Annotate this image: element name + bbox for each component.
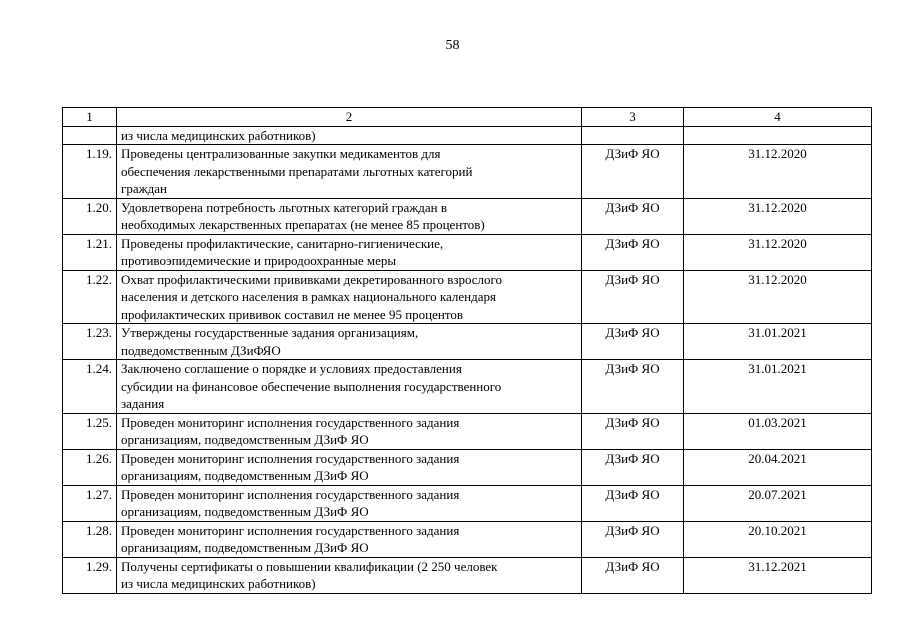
description-line: из числа медицинских работников) [121,127,316,143]
description-line: граждан [121,181,167,196]
table-header-row [63,108,872,127]
row-date: 20.04.2021 [684,449,872,485]
header-cell-2: 2 [117,108,582,127]
row-responsible: ДЗиФ ЯО [582,413,684,449]
table-row [63,234,872,270]
description-line: Охват профилактическими прививками декретированного взрослого [121,271,503,287]
row-number: 1.22. [63,270,117,324]
continuation-row [63,126,872,145]
row-date [684,126,872,145]
row-description [117,413,582,449]
row-responsible: ДЗиФ ЯО [582,198,684,234]
description-line: Проведены профилактические, санитарно-гигиенические, [121,235,444,251]
row-responsible [582,126,684,145]
table-row [63,557,872,593]
description-line: Проведен мониторинг исполнения государственного задания [121,522,460,538]
row-number: 1.20. [63,198,117,234]
row-date: 31.12.2021 [684,557,872,593]
row-date: 31.12.2020 [684,198,872,234]
row-responsible: ДЗиФ ЯО [582,360,684,414]
row-description [117,234,582,270]
row-description [117,270,582,324]
row-date: 20.07.2021 [684,485,872,521]
row-date: 20.10.2021 [684,521,872,557]
row-description [117,324,582,360]
table-row [63,145,872,199]
table-row [63,324,872,360]
table-row [63,360,872,414]
row-number: 1.19. [63,145,117,199]
row-description [117,198,582,234]
row-responsible: ДЗиФ ЯО [582,145,684,199]
description-line: Утверждены государственные задания организациям, [121,325,419,340]
table-row [63,449,872,485]
page-number: 58 [445,38,460,53]
description-line: организациям, подведомственным ДЗиФ ЯО [121,468,369,483]
row-responsible: ДЗиФ ЯО [582,234,684,270]
table-row [63,521,872,557]
row-number: 1.23. [63,324,117,360]
description-line: организациям, подведомственным ДЗиФ ЯО [121,540,369,555]
row-number: 1.29. [63,557,117,593]
table-row [63,270,872,324]
row-number: 1.27. [63,485,117,521]
row-description [117,521,582,557]
header-cell-1: 1 [63,108,117,127]
row-number: 1.26. [63,449,117,485]
row-number: 1.28. [63,521,117,557]
row-responsible: ДЗиФ ЯО [582,324,684,360]
header-cell-3: 3 [582,108,684,127]
row-description [117,360,582,414]
row-date: 31.12.2020 [684,270,872,324]
description-line: организациям, подведомственным ДЗиФ ЯО [121,432,369,447]
description-line: субсидии на финансовое обеспечение выполнения государственного [121,378,502,394]
description-line: Удовлетворена потребность льготных категорий граждан в [121,199,447,215]
row-number [63,126,117,145]
description-line: Заключено соглашение о порядке и условиях предоставления [121,361,462,376]
row-description [117,557,582,593]
row-date: 31.01.2021 [684,360,872,414]
description-line: Проведен мониторинг исполнения государственного задания [121,486,460,502]
row-date: 31.01.2021 [684,324,872,360]
row-number: 1.25. [63,413,117,449]
row-description [117,126,582,145]
row-number: 1.21. [63,234,117,270]
description-line: Проведен мониторинг исполнения государственного задания [121,450,460,466]
description-line: организациям, подведомственным ДЗиФ ЯО [121,504,369,519]
description-line: необходимых лекарственных препаратах (не менее 85 процентов) [121,217,485,232]
description-line: Проведены централизованные закупки медикаментов для [121,146,441,161]
row-responsible: ДЗиФ ЯО [582,557,684,593]
description-line: населения и детского населения в рамках национального календаря [121,289,496,304]
row-description [117,485,582,521]
measures-table [62,107,872,594]
row-number: 1.24. [63,360,117,414]
description-line: задания [121,396,165,411]
row-description [117,449,582,485]
row-responsible: ДЗиФ ЯО [582,449,684,485]
row-responsible: ДЗиФ ЯО [582,270,684,324]
description-line: Получены сертификаты о повышении квалификации (2 250 человек [121,558,498,574]
description-line: профилактических прививок составил не менее 95 процентов [121,306,463,322]
row-date: 31.12.2020 [684,234,872,270]
row-responsible: ДЗиФ ЯО [582,521,684,557]
row-date: 01.03.2021 [684,413,872,449]
table-row [63,485,872,521]
description-line: обеспечения лекарственными препаратами льготных категорий [121,163,473,179]
row-date: 31.12.2020 [684,145,872,199]
description-line: Проведен мониторинг исполнения государственного задания [121,414,460,430]
row-responsible: ДЗиФ ЯО [582,485,684,521]
description-line: противоэпидемические и природоохранные меры [121,253,397,268]
row-description [117,145,582,199]
table-body [63,108,872,594]
table-row [63,198,872,234]
description-line: из числа медицинских работников) [121,576,316,591]
header-cell-4: 4 [684,108,872,127]
description-line: подведомственным ДЗиФЯО [121,342,281,358]
table-row [63,413,872,449]
